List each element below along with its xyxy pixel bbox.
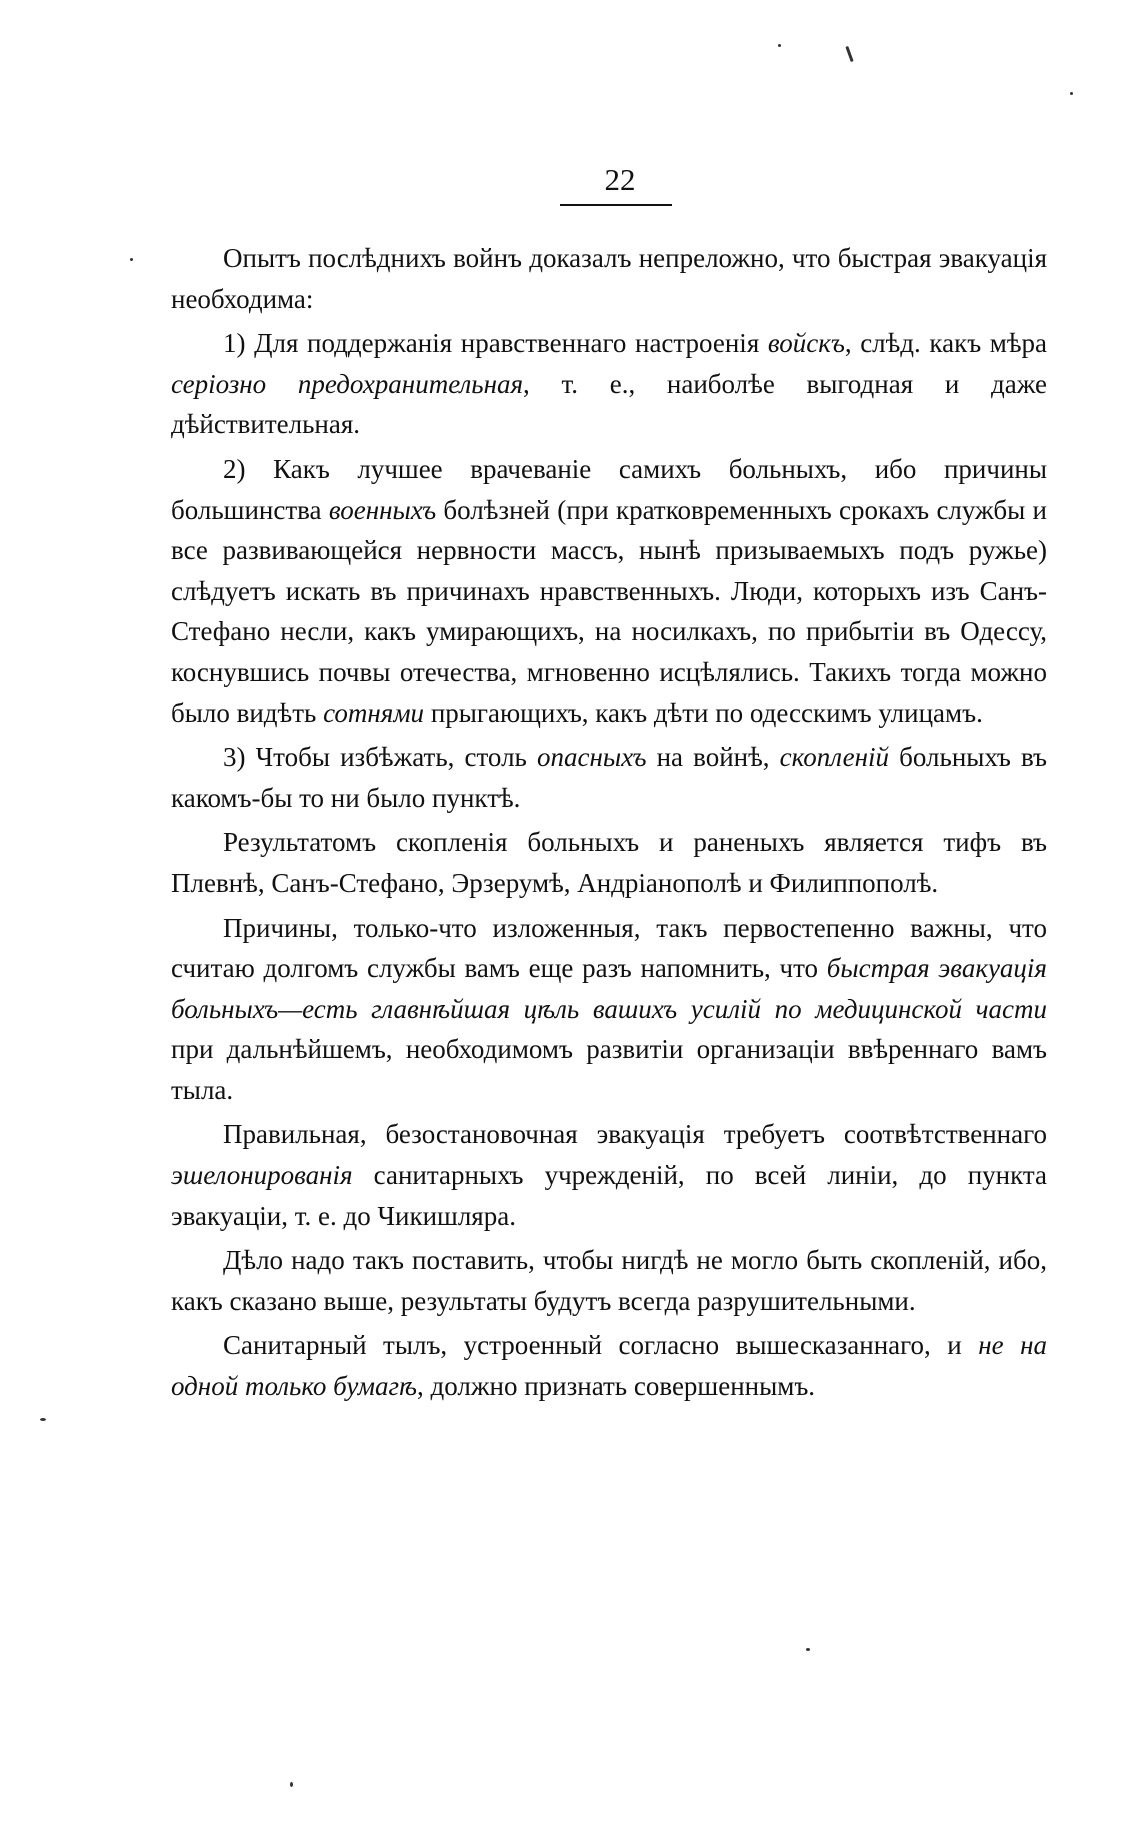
text-run: 2) Какъ лучшее врачеваніе самихъ больныхъ, ибо причины большинства xyxy=(171,453,1047,525)
italic-text: эшелонированія xyxy=(171,1160,353,1191)
text-run: , должно признать совершеннымъ. xyxy=(417,1371,816,1402)
text-run: 3) Чтобы избѣжать, столь xyxy=(223,742,537,773)
italic-text: опасныхъ xyxy=(536,742,647,773)
italic-text: скопленій xyxy=(779,742,890,773)
text-run: Причины, только-что изложенныя, такъ первостепенно важны, что считаю долгомъ службы вамъ еще разъ напомнить, что xyxy=(171,912,1047,984)
italic-text: быстрая эвакуація больныхъ—есть главнѣйшая цѣль вашихъ усилій по медицинской части xyxy=(171,953,1047,1024)
scan-speck xyxy=(1070,92,1073,95)
text-run: Правильная, безостановочная эвакуація требуетъ соотвѣтственнаго xyxy=(223,1119,1047,1150)
paragraph xyxy=(171,1240,1047,1321)
paragraph xyxy=(171,449,1047,733)
paragraph xyxy=(171,908,1047,1111)
text-run: при дальнѣйшемъ, необходимомъ развитіи организаціи ввѣреннаго вамъ тыла. xyxy=(171,1034,1047,1105)
scan-speck xyxy=(778,44,781,47)
paragraph xyxy=(171,822,1047,903)
scan-speck xyxy=(806,1648,810,1651)
scan-speck xyxy=(130,258,133,261)
italic-text: сотнями xyxy=(323,697,425,728)
page-number-rule xyxy=(560,204,672,206)
paragraph xyxy=(171,1114,1047,1236)
paragraph xyxy=(171,323,1047,445)
scan-speck xyxy=(40,1418,46,1421)
paragraph xyxy=(171,1325,1047,1406)
page-number: 22 xyxy=(604,162,636,197)
italic-text: не на одной только бумагѣ xyxy=(171,1330,1047,1402)
italic-text: серіозно предохранительная xyxy=(171,368,524,399)
text-run: санитарныхъ учрежденій, по всей линіи, до пункта эвакуаціи, т. е. до Чикишляра. xyxy=(171,1160,1047,1231)
text-run: прыгающихъ, какъ дѣти по одесскимъ улицамъ. xyxy=(424,697,983,728)
text-run: Санитарный тылъ, устроенный согласно вышесказаннаго, и xyxy=(223,1330,979,1361)
italic-text: военныхъ xyxy=(328,494,437,525)
scan-speck xyxy=(845,46,853,62)
paragraph xyxy=(171,737,1047,818)
text-run: больныхъ въ какомъ-бы то ни было пунктѣ. xyxy=(171,742,1047,813)
text-run: Результатомъ скопленія больныхъ и раненыхъ является тифъ въ Плевнѣ, Санъ-Стефано, Эрзерумѣ, Андріанополѣ и Филиппополѣ. xyxy=(171,827,1047,898)
text-run: на войнѣ, xyxy=(646,742,780,773)
text-run: Дѣло надо такъ поставить, чтобы нигдѣ не могло быть скопленій, ибо, какъ сказано выше, результаты будутъ всегда разрушительными. xyxy=(171,1245,1047,1316)
text-run: , слѣд. какъ мѣра xyxy=(844,328,1047,359)
text-run: 1) Для поддержанія нравственнаго настроенія xyxy=(223,328,768,359)
paragraph xyxy=(171,238,1047,319)
italic-text: войскъ xyxy=(767,328,845,359)
scan-speck xyxy=(290,1782,293,1787)
text-run: болѣзней (при кратковременныхъ срокахъ службы и все развивающейся нервности массъ, нынѣ призываемыхъ подъ ружье) слѣдуетъ искать въ причинахъ нравственныхъ. Люди, которыхъ изъ Санъ-Стефано несли, какъ умирающихъ, на носилкахъ, по прибытіи въ Одессу, коснувшись почвы отечества, мгновенно исцѣлялись. Такихъ тогда можно было видѣть xyxy=(171,494,1047,728)
text-run: , т. е., наиболѣе выгодная и даже дѣйствительная. xyxy=(171,368,1047,440)
body-text xyxy=(171,238,1047,1407)
text-run: Опытъ послѣднихъ войнъ доказалъ непреложно, что быстрая эвакуація необходима: xyxy=(171,243,1047,314)
